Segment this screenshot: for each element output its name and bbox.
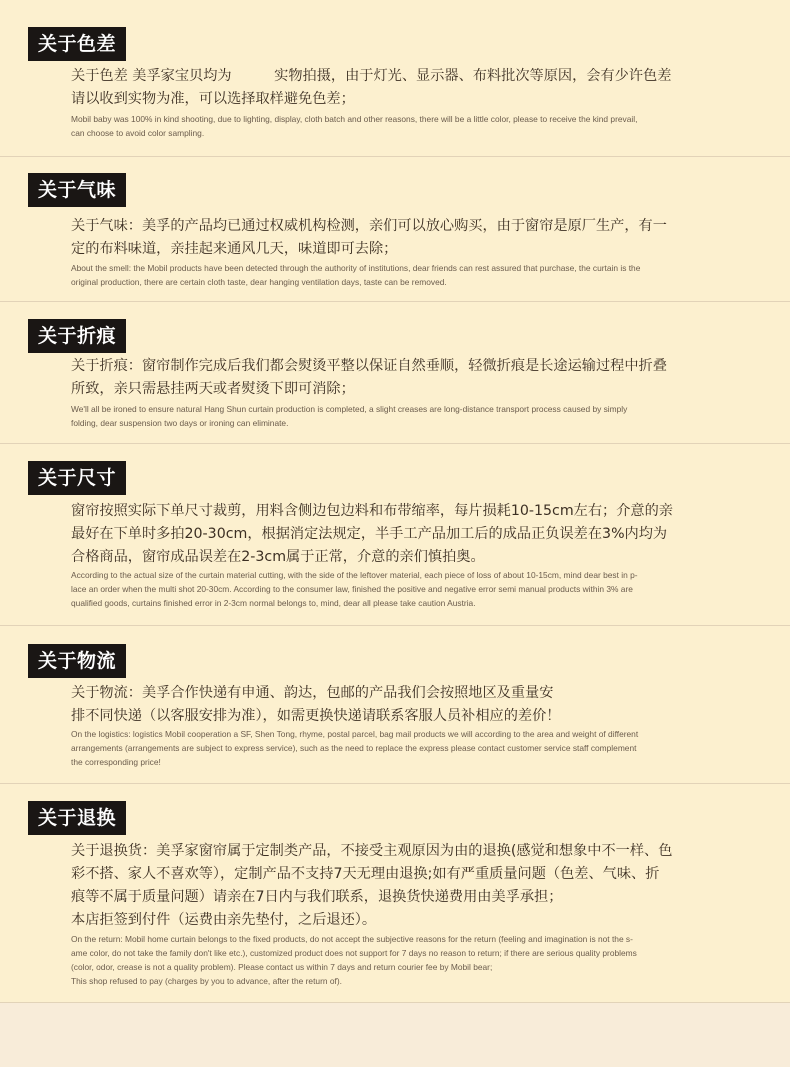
section-body-cn [71, 215, 741, 261]
section-body-en [71, 727, 741, 769]
section-body-cn [71, 500, 741, 569]
cn-line: 排不同快递（以客服安排为准），如需更换快递请联系客服人员补相应的差价！ [71, 708, 561, 724]
section-size [0, 444, 790, 626]
cn-line: 本店拒签到付件（运费由亲先垫付，之后退还）。 [71, 912, 377, 928]
en-line: Mobil baby was 100% in kind shooting, due to lighting, display, cloth batch and other reasons, there will be a little color, please to receive the kind prevail, [71, 114, 638, 124]
en-line: On the return: Mobil home curtain belongs to the fixed products, do not accept the subjective reasons for the return (feeling and imagination is not the s- [71, 934, 633, 944]
section-body-en [71, 568, 741, 610]
cn-line: 定的布料味道，亲挂起来通风几天，味道即可去除； [71, 241, 398, 257]
cn-line: 窗帘按照实际下单尺寸裁剪，用料含侧边包边料和布带缩率，每片损耗10-15cm左右；介意的亲 [71, 503, 673, 519]
section-body-cn [71, 355, 741, 401]
cn-line: 关于退换货：美孚家窗帘属于定制类产品，不接受主观原因为由的退换(感觉和想象中不一样、色 [71, 843, 673, 859]
section-body-cn [71, 682, 741, 728]
section-smell [0, 157, 790, 302]
section-body-en [71, 932, 741, 988]
section-returns [0, 784, 790, 1003]
section-title: 关于色差 [28, 27, 126, 61]
section-title: 关于气味 [28, 173, 126, 207]
section-body-en [71, 402, 741, 430]
en-line: qualified goods, curtains finished error in 2-3cm normal belongs to, mind, dear all please take caution Austria. [71, 598, 476, 608]
en-line: folding, dear suspension two days or ironing can eliminate. [71, 418, 289, 428]
en-line: arrangements (arrangements are subject to express service), such as the need to replace the express please contact customer service staff complement [71, 743, 637, 753]
section-body-cn [71, 840, 741, 932]
cn-line: 关于气味：美孚的产品均已通过权威机构检测，亲们可以放心购买，由于窗帘是原厂生产，有一 [71, 218, 667, 234]
cn-line: 关于折痕：窗帘制作完成后我们都会熨烫平整以保证自然垂顺，轻微折痕是长途运输过程中折叠 [71, 358, 667, 374]
cn-line: 痕等不属于质量问题）请亲在7日内与我们联系，退换货快递费用由美孚承担； [71, 889, 563, 905]
en-line: About the smell: the Mobil products have been detected through the authority of institutions, dear friends can rest assured that purchase, the curtain is the [71, 263, 641, 273]
en-line: (color, odor, crease is not a quality problem). Please contact us within 7 days and return courier fee by Mobil bear; [71, 962, 493, 972]
section-body-en [71, 112, 741, 140]
section-creases [0, 302, 790, 444]
cn-line: 最好在下单时多拍20-30cm，根据消定法规定，半手工产品加工后的成品正负误差在3%内均为 [71, 526, 668, 542]
cn-line: 合格商品，窗帘成品误差在2-3cm属于正常，介意的亲们慎拍奥。 [71, 549, 485, 565]
en-line: the corresponding price! [71, 757, 161, 767]
en-line: According to the actual size of the curtain material cutting, with the side of the leftover material, each piece of loss of about 10-15cm, mind dear best in p- [71, 570, 638, 580]
cn-line: 彩不搭、家人不喜欢等），定制产品不支持7天无理由退换;如有严重质量问题（色差、气味、折 [71, 866, 660, 882]
en-line: can choose to avoid color sampling. [71, 128, 205, 138]
section-body-en [71, 261, 741, 289]
en-line: On the logistics: logistics Mobil cooperation a SF, Shen Tong, rhyme, postal parcel, bag mail products we will according to the area and weight of different [71, 729, 639, 739]
en-line: lace an order when the multi shot 20-30cm. According to the consumer law, finished the positive and negative error semi manual products within 3% are [71, 584, 633, 594]
en-line: We'll all be ironed to ensure natural Hang Shun curtain production is completed, a slight creases are long-distance transport process caused by simply [71, 404, 628, 414]
cn-line: 关于物流：美孚合作快递有申通、韵达，包邮的产品我们会按照地区及重量安 [71, 685, 554, 701]
en-line: This shop refused to pay (charges by you to advance, after the return of). [71, 976, 342, 986]
cn-line: 所致，亲只需悬挂两天或者熨烫下即可消除； [71, 381, 355, 397]
section-logistics [0, 626, 790, 784]
en-line: original production, there are certain cloth taste, dear hanging ventilation days, taste can be removed. [71, 277, 447, 287]
section-body-cn [71, 65, 741, 111]
cn-line: 关于色差 美孚家宝贝均为 实物拍摄，由于灯光、显示器、布料批次等原因，会有少许色差 [71, 68, 672, 84]
cn-line: 请以收到实物为准，可以选择取样避免色差； [71, 91, 355, 107]
en-line: ame color, do not take the family don't like etc.), customized product does not support for 7 days no reason to return; if there are serious quality problems [71, 948, 637, 958]
section-title: 关于折痕 [28, 319, 126, 353]
section-title: 关于退换 [28, 801, 126, 835]
section-color-difference [0, 0, 790, 157]
section-title: 关于尺寸 [28, 461, 126, 495]
section-title: 关于物流 [28, 644, 126, 678]
